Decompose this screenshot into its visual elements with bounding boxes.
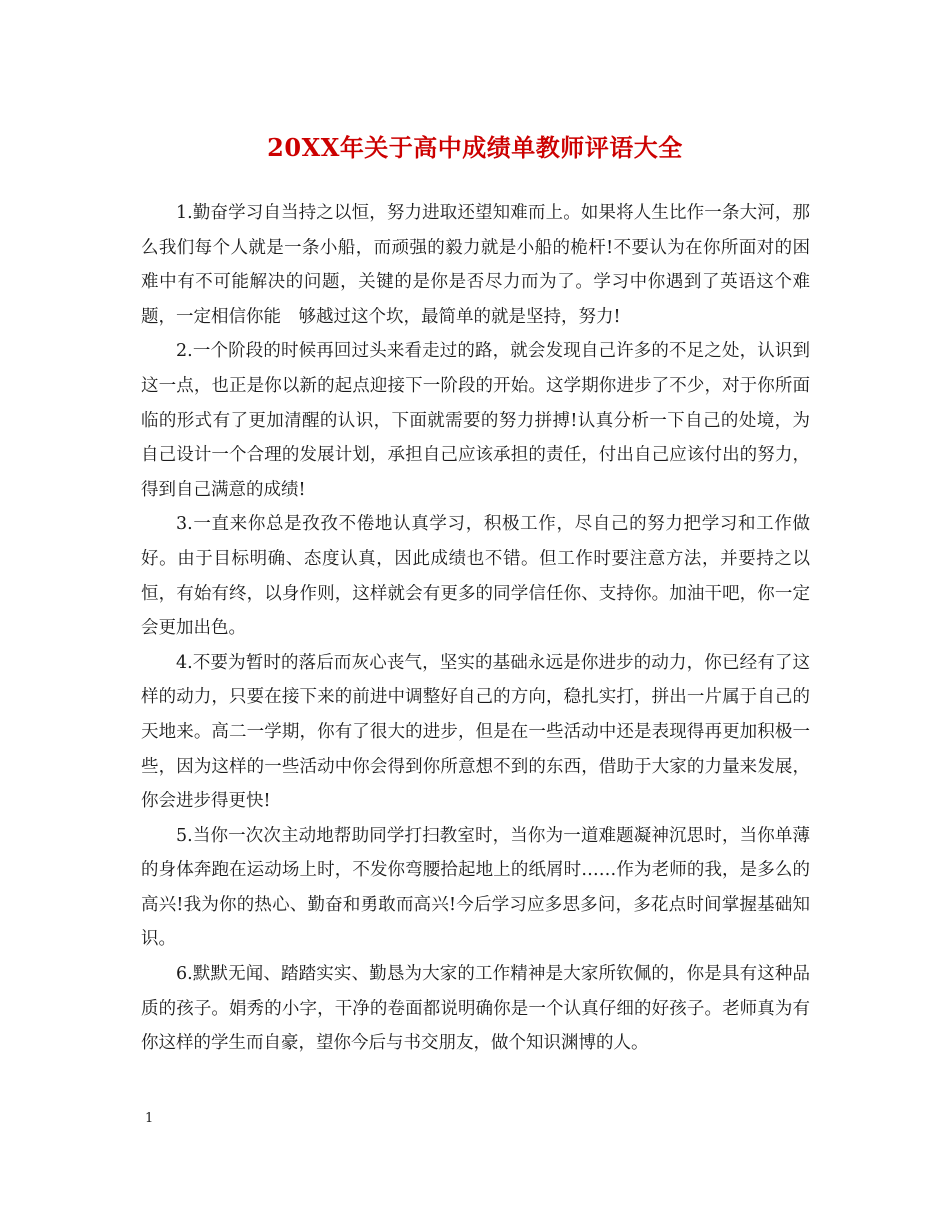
- paragraph-3: 3.一直来你总是孜孜不倦地认真学习，积极工作，尽自己的努力把学习和工作做好。由于目标明确、态度认真，因此成绩也不错。但工作时要注意方法，并要持之以恒，有始有终，以身作则，这样就会有更多的同学信任你、支持你。加油干吧，你一定会更加出色。: [141, 514, 810, 639]
- document-title: 20XX年关于高中成绩单教师评语大全: [267, 133, 683, 162]
- paragraph-2: 2.一个阶段的时候再回过头来看走过的路，就会发现自己许多的不足之处，认识到这一点，也正是你以新的起点迎接下一阶段的开始。这学期你进步了不少，对于你所面临的形式有了更加清醒的认识，下面就需要的努力拼搏!认真分析一下自己的处境，为自己设计一个合理的发展计划，承担自己应该承担的责任，付出自己应该付出的努力，得到自己满意的成绩!: [141, 341, 810, 500]
- paragraph-6: 6.默默无闻、踏踏实实、勤恳为大家的工作精神是大家所钦佩的，你是具有这种品质的孩子。娟秀的小字，干净的卷面都说明确你是一个认真仔细的好孩子。老师真为有你这样的学生而自豪，望你今后与书交朋友，做个知识渊博的人。: [141, 964, 810, 1054]
- paragraph-5: 5.当你一次次主动地帮助同学打扫教室时，当你为一道难题凝神沉思时，当你单薄的身体奔跑在运动场上时，不发你弯腰拾起地上的纸屑时……作为老师的我，是多么的高兴!我为你的热心、勤奋和勇敢而高兴!今后学习应多思多问，多花点时间掌握基础知识。: [141, 825, 810, 950]
- paragraph-1: 1.勤奋学习自当持之以恒，努力进取还望知难而上。如果将人生比作一条大河，那么我们每个人就是一条小船，而顽强的毅力就是小船的桅杆!不要认为在你所面对的困难中有不可能解决的问题，关键的是你是否尽力而为了。学习中你遇到了英语这个难题，一定相信你能 够越过这个坎，最简单的就是坚持，努力!: [141, 203, 810, 327]
- paragraph-4: 4.不要为暂时的落后而灰心丧气，坚实的基础永远是你进步的动力，你已经有了这样的动力，只要在接下来的前进中调整好自己的方向，稳扎实打，拼出一片属于自己的天地来。高二一学期，你有了很大的进步，但是在一些活动中还是表现得再更加积极一些，因为这样的一些活动中你会得到你所意想不到的东西，借助于大家的力量来发展，你会进步得更快!: [141, 652, 810, 812]
- page-number: 1: [145, 1111, 154, 1126]
- document-body: [141, 196, 810, 1061]
